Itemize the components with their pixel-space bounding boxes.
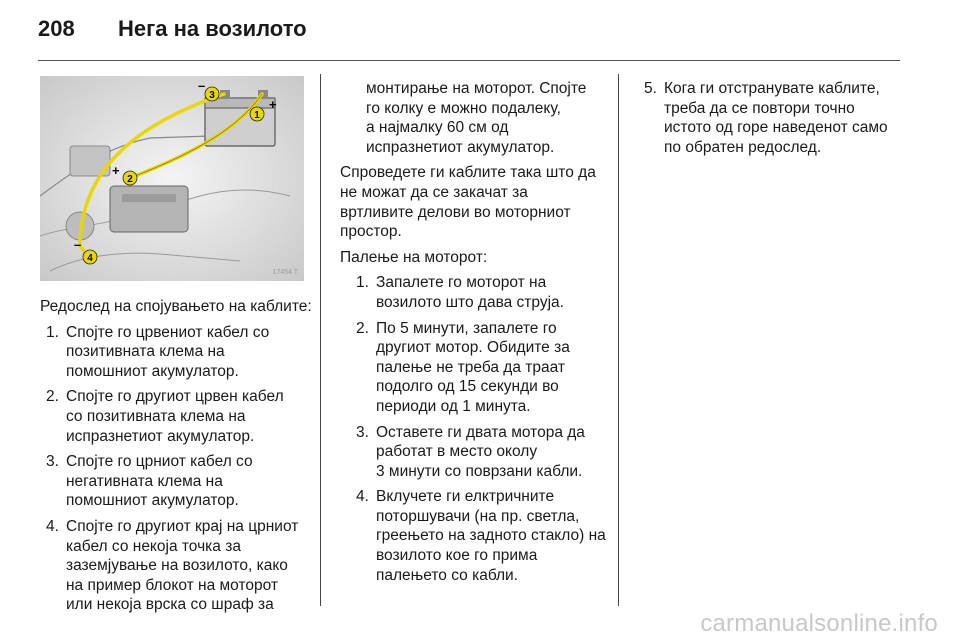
list-number: 2. [356,319,369,337]
text-line: подолго од 15 секунди во [376,378,559,396]
list-item [40,387,315,446]
text-line: по обратен редослед. [664,138,822,156]
list-number: 2. [46,388,59,406]
column-3 [638,79,908,163]
svg-text:+: + [269,97,277,112]
list-number: 3. [46,453,59,471]
svg-text:–: – [74,237,82,252]
list-item [350,423,610,482]
text-line: позитивната клема на [66,343,225,361]
list-item [40,452,315,511]
svg-text:4: 4 [87,253,93,264]
text-line: Вклучете ги елктричните [376,488,555,506]
text-line: палење не треба да траат [376,358,565,376]
page-title: Нега на возилото [118,16,307,41]
engine-bay-drawing [40,76,304,281]
text-line: возилото што дава струја. [376,293,564,311]
text-line: Спојте го црниот кабел со [66,453,253,471]
text-line: Кога ги отстранувате каблите, [664,80,880,97]
text-line: не можат да се закачат за [340,183,528,201]
text-line: 3 минути со поврзани кабли. [376,462,583,480]
svg-text:3: 3 [209,90,215,101]
text-line: монтирање на моторот. Спојте [366,80,587,97]
text-line: палењето со кабли. [376,566,519,584]
text-line: вртливите делови во моторниот [340,203,571,221]
list-item [350,319,610,417]
text-line: Спојте го другиот крај на црниот [66,517,299,535]
list-item [40,323,315,382]
text-line: Спроведете ги каблите така што да [340,164,596,182]
text-line: Запалете го моторот на [376,274,547,292]
text-line: помошниот акумулатор. [66,492,239,510]
text-line: треба да се повтори точно [664,99,855,117]
text-line: испразнетиот акумулатор. [66,427,255,445]
list-number: 4. [46,517,59,535]
text-line: негативната клема на [66,472,223,490]
figure-code: 17454 T [272,269,298,276]
text-line: возилото кое го прима [376,547,538,565]
column-divider-1 [320,74,321,606]
text-line: или некоја врска со шраф за [66,596,274,614]
list-item [638,79,908,157]
starting-steps [340,273,610,585]
list-item [350,273,610,312]
text-line: Спојте го црвениот кабел со [66,323,270,341]
text-line: Оставете ги двата мотора да [376,423,585,441]
connection-steps [40,323,315,615]
connection-intro: Редослед на спојувањето на каблите: [40,298,312,315]
page-number: 208 [38,16,75,41]
svg-text:+: + [112,163,120,178]
step-4-continued [340,79,610,157]
list-number: 5. [644,80,657,97]
text-line: помошниот акумулатор. [66,362,239,380]
text-line: работат в место околу [376,443,538,461]
watermark: carmanualsonline.info [700,610,938,637]
list-item [40,517,315,615]
list-number: 1. [356,274,369,292]
engine-block [110,186,188,232]
removal-steps [638,79,908,157]
text-line: а најмалку 60 см од [366,119,509,137]
text-line: со позитивната клема на [66,407,246,425]
text-line: испразнетиот акумулатор. [366,138,555,156]
text-line: поторшувачи (на пр. светла, [376,507,580,525]
column-2 [340,79,610,591]
column-1 [40,297,315,621]
text-line: простор. [340,223,402,241]
svg-text:1: 1 [254,110,260,121]
text-line: истото од горе наведенот само [664,119,888,137]
list-number: 3. [356,423,369,441]
cable-routing-note [340,163,610,241]
text-line: го колку е можно подалеку, [366,99,561,117]
header-rule [38,60,900,61]
text-line: периоди од 1 минута. [376,397,531,415]
list-number: 4. [356,488,369,506]
text-line: кабел со некоја точка за [66,537,241,555]
svg-text:2: 2 [127,174,133,185]
engine-detail [122,194,176,202]
text-line: греењето на задното стакло) на [376,527,606,545]
list-number: 1. [46,323,59,341]
list-item [350,487,610,585]
text-line: другиот мотор. Обидите за [376,339,570,357]
text-line: По 5 минути, запалете го [376,319,557,337]
text-line: на пример блокот на моторот [66,576,278,594]
jump-start-illustration [40,76,304,281]
column-divider-2 [618,74,619,606]
text-line: заземјување на возилото, како [66,557,288,575]
text-line: Спојте го другиот црвен кабел [66,388,284,406]
svg-text:–: – [198,78,206,93]
starting-heading: Палење на моторот: [340,248,488,266]
